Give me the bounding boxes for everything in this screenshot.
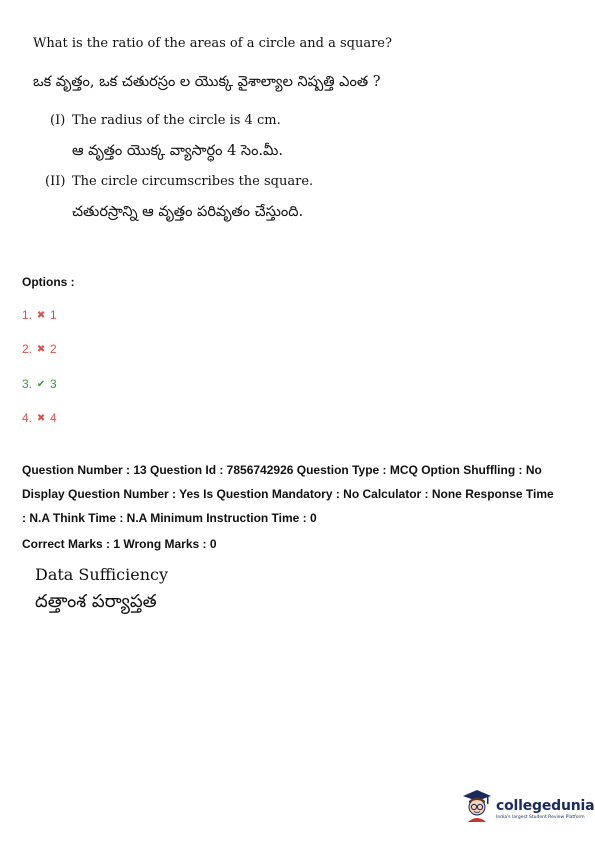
option-index: 1. [22, 308, 33, 322]
option-value: 4 [50, 411, 57, 425]
option-index: 2. [22, 342, 33, 356]
option-value: 3 [50, 377, 57, 391]
option-3 [22, 377, 57, 391]
logo-name: collegedunia [496, 797, 595, 814]
meta-line: Display Question Number : Yes Is Question Mandatory : No Calculator : None Response Time [22, 487, 554, 501]
meta-line: Correct Marks : 1 Wrong Marks : 0 [22, 537, 217, 551]
options-heading: Options : [22, 275, 75, 289]
option-value: 2 [50, 342, 57, 356]
statement-1-telugu: ఆ వృత్తం యొక్క వ్యాసార్ధం 4 సెం.మీ. [72, 143, 283, 159]
question-telugu: ఒక వృత్తం, ఒక చతురస్రం ల యొక్క వైశాల్యాల నిష్పత్తి ఎంత ? [33, 74, 381, 90]
option-index: 3. [22, 377, 33, 391]
cross-icon: ✖ [36, 343, 46, 355]
check-icon: ✔ [36, 378, 46, 390]
option-2 [22, 342, 57, 356]
statement-1-english: The radius of the circle is 4 cm. [72, 113, 281, 128]
meta-line: Question Number : 13 Question Id : 7856742926 Question Type : MCQ Option Shuffling : No [22, 463, 542, 477]
cross-icon: ✖ [36, 309, 46, 321]
option-4 [22, 411, 57, 425]
option-index: 4. [22, 411, 33, 425]
option-value: 1 [50, 308, 57, 322]
statement-2-english: The circle circumscribes the square. [72, 174, 314, 189]
student-mascot-icon [462, 788, 492, 829]
question-meta [22, 458, 582, 556]
cross-icon: ✖ [36, 412, 46, 424]
topic-english: Data Sufficiency [35, 565, 169, 584]
statement-2-telugu: చతురస్రాన్ని ఆ వృత్తం పరివృతం చేస్తుంది. [72, 204, 304, 220]
meta-line: : N.A Think Time : N.A Minimum Instruction Time : 0 [22, 511, 317, 525]
statement-1-number: (I) [50, 113, 66, 128]
option-1 [22, 308, 57, 322]
statement-2-number: (II) [45, 174, 66, 189]
topic-telugu: దత్తాంశ పర్యాప్తత [35, 591, 157, 612]
collegedunia-logo [462, 788, 594, 829]
logo-tagline: India's largest Student Review Platform [496, 814, 585, 820]
question-english: What is the ratio of the areas of a circle and a square? [33, 36, 392, 51]
